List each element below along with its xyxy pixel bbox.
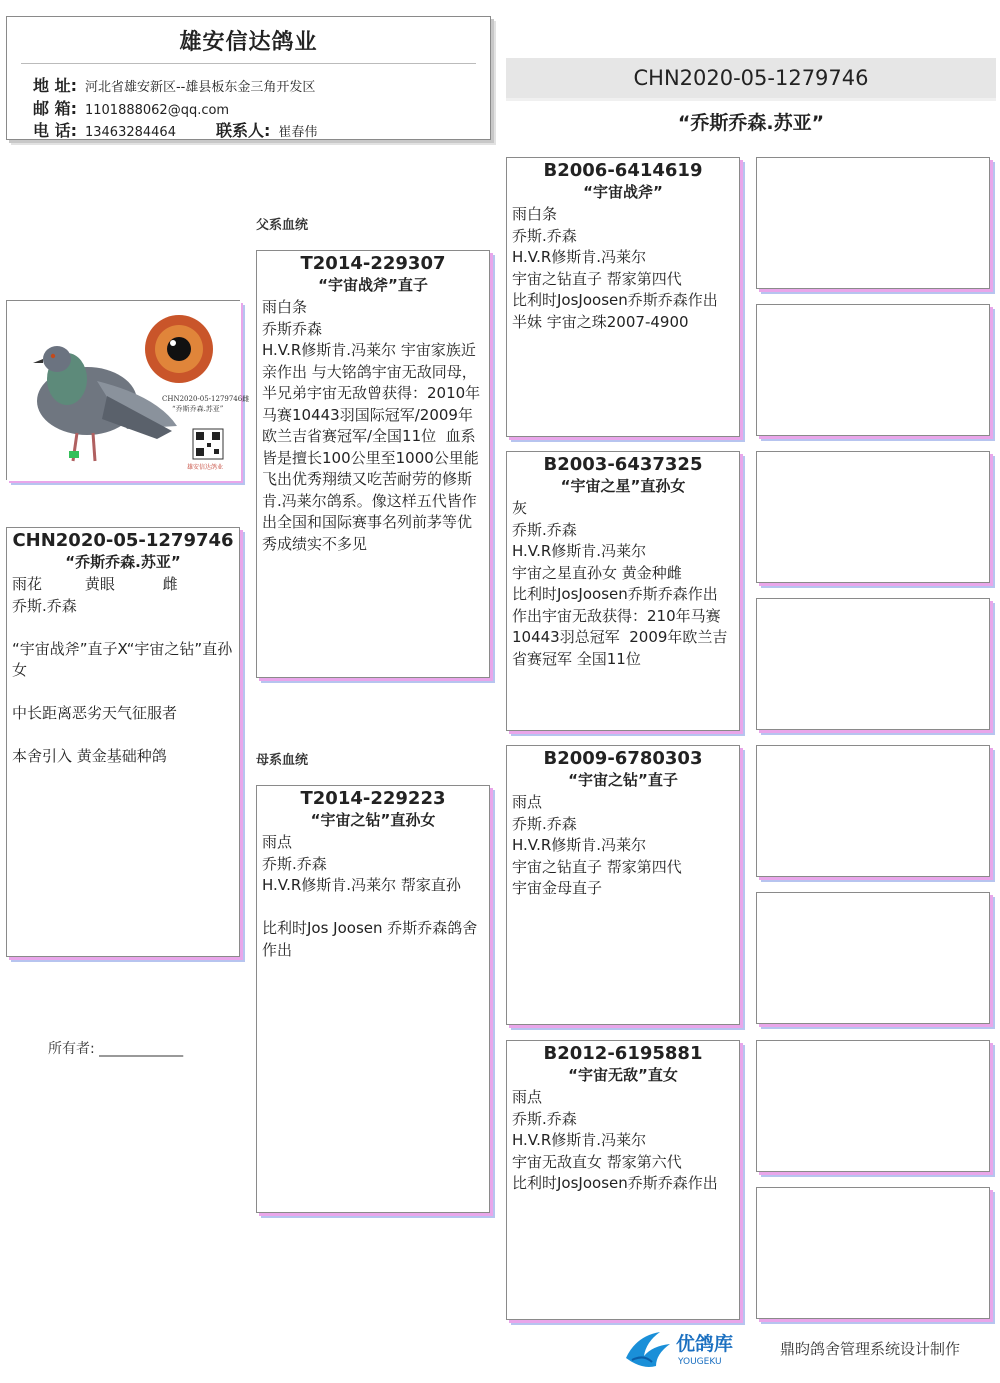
- sire-name: “宇宙战斧”直子: [318, 276, 428, 294]
- header-divider: [21, 63, 476, 64]
- logo-cn-text: 优鸽库: [676, 1333, 734, 1355]
- pigeon-illustration: [7, 301, 250, 481]
- dam-line-label: 母系血统: [256, 753, 309, 768]
- pigeon-photo: [6, 300, 250, 480]
- subject-ring-band: CHN2020-05-1279746: [506, 58, 996, 98]
- grandparent-name: “宇宙之星”直孙女: [560, 477, 686, 495]
- phone-value: 13463284464: [84, 125, 176, 140]
- grandparent-ring: B2006-6414619: [543, 160, 703, 181]
- contact-label: 联系人:: [215, 121, 271, 140]
- grandparent-card-dam-dam: [506, 1040, 740, 1320]
- contact-value: 崔春伟: [278, 125, 318, 140]
- phone-row: [33, 118, 317, 141]
- grandparent-details: 雨白条 乔斯.乔森 H.V.R修斯肯.冯莱尔 宇宙之钻直子 帮家第四代 比利时JosJoosen乔斯乔森作出 半妹 宇宙之珠2007-4900: [512, 205, 718, 331]
- email-value: 1101888062@qq.com: [84, 103, 230, 118]
- grandparent-card-sire-sire: [506, 157, 740, 437]
- grandparent-details: 雨点 乔斯.乔森 H.V.R修斯肯.冯莱尔 宇宙无敌直女 帮家第六代 比利时JosJoosen乔斯乔森作出: [512, 1088, 718, 1192]
- grandparent-name: “宇宙无敌”直女: [568, 1066, 678, 1084]
- grandparent-details: 灰 乔斯.乔森 H.V.R修斯肯.冯莱尔 宇宙之星直孙女 黄金种雌 比利时JosJoosen乔斯乔森作出 作出宇宙无敌获得：210年马赛10443羽总冠军 2009年欧兰吉省赛冠军 全国11位: [512, 499, 728, 668]
- email-row: [33, 96, 229, 119]
- grandparent-ring: B2012-6195881: [543, 1043, 703, 1064]
- email-label: 邮 箱:: [33, 99, 77, 118]
- grandparent-name: “宇宙之钻”直子: [568, 771, 678, 789]
- photo-caption-name: “乔斯乔森.苏亚”: [172, 405, 224, 413]
- grandparent-ring: B2009-6780303: [543, 748, 703, 769]
- great-grandparent-box-3: [756, 451, 990, 583]
- breeder-header-card: [6, 16, 491, 140]
- phone-label: 电 话:: [33, 121, 77, 140]
- dam-ring: T2014-229223: [300, 788, 446, 809]
- breeder-title: 雄安信达鸽业: [179, 30, 318, 55]
- subject-name: “乔斯乔森.苏亚”: [65, 553, 181, 571]
- great-grandparent-box-6: [756, 892, 990, 1024]
- subject-ring: CHN2020-05-1279746: [12, 530, 234, 551]
- address-row: [33, 73, 315, 96]
- grandparent-details: 雨点 乔斯.乔森 H.V.R修斯肯.冯莱尔 宇宙之钻直子 帮家第四代 宇宙金母直子: [512, 793, 682, 897]
- great-grandparent-box-7: [756, 1040, 990, 1172]
- yougeku-logo: [622, 1326, 768, 1370]
- subject-card: [6, 527, 240, 957]
- sire-line-label: 父系血统: [256, 218, 309, 233]
- address-label: 地 址:: [33, 76, 77, 95]
- sire-ring: T2014-229307: [300, 253, 446, 274]
- subject-details: 雨花 黄眼 雌 乔斯.乔森 “宇宙战斧”直子X“宇宙之钻”直孙女 中长距离恶劣天气征服者 本舍引入 黄金基础种鸽: [12, 575, 233, 765]
- yougeku-logo-icon: [622, 1326, 768, 1370]
- great-grandparent-box-2: [756, 304, 990, 436]
- photo-caption-ring: CHN2020-05-1279746雌: [162, 395, 250, 403]
- logo-en-text: YOUGEKU: [678, 1357, 722, 1367]
- grandparent-card-dam-sire: [506, 745, 740, 1025]
- address-value: 河北省雄安新区--雄县板东金三角开发区: [84, 80, 316, 95]
- dam-details: 雨点 乔斯.乔森 H.V.R修斯肯.冯莱尔 帮家直孙 比利时Jos Joosen 乔斯乔森鸽舍作出: [262, 833, 478, 959]
- dam-name: “宇宙之钻”直孙女: [310, 811, 436, 829]
- dam-card: [256, 785, 490, 1213]
- grandparent-ring: B2003-6437325: [543, 454, 703, 475]
- owner-line: 所有者: ____________: [48, 1041, 184, 1057]
- grandparent-name: “宇宙战斧”: [583, 183, 663, 201]
- subject-top-name: “乔斯乔森.苏亚”: [677, 112, 825, 134]
- photo-brand: 雄安信达鸽业: [187, 464, 224, 471]
- sire-card: [256, 250, 490, 678]
- great-grandparent-box-8: [756, 1187, 990, 1319]
- grandparent-card-sire-dam: [506, 451, 740, 731]
- great-grandparent-box-5: [756, 745, 990, 877]
- great-grandparent-box-1: [756, 157, 990, 289]
- sire-details: 雨白条 乔斯乔森 H.V.R修斯肯.冯莱尔 宇宙家族近亲作出 与大铭鸽宇宙无敌同母，半兄弟宇宙无敌曾获得：2010年马赛10443羽国际冠军/2009年欧兰吉省赛冠军/全国11位 血系皆是擅长100公里至1000公里能飞出优秀翔绩又吃苦耐劳的修斯肯.冯莱尔鸽系。像这样五代皆作出全国和国际赛事名列前茅等优秀成绩实不多见: [262, 298, 481, 553]
- great-grandparent-box-4: [756, 598, 990, 730]
- footer-credit: 鼎昀鸽舍管理系统设计制作: [780, 1340, 961, 1358]
